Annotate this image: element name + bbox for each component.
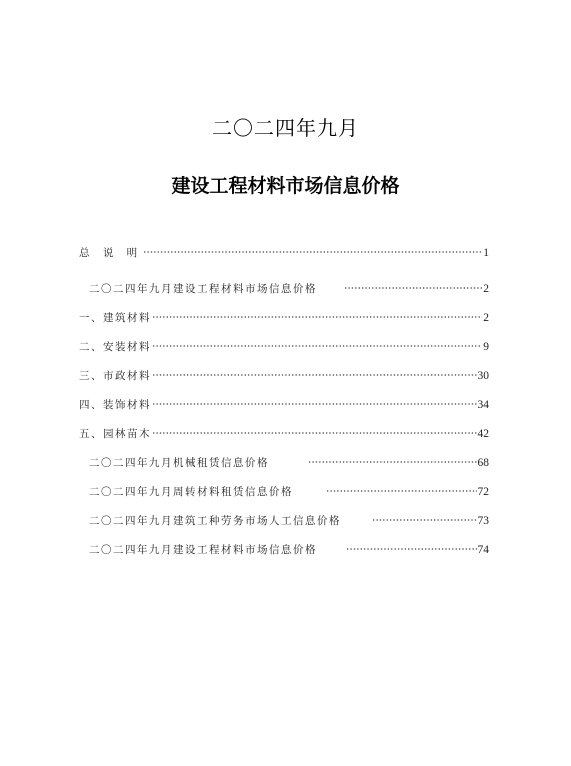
toc-entry-label: 四、装饰材料 [79, 399, 151, 411]
toc-entry-turnover-materials-rental[interactable] [89, 483, 489, 499]
toc-entry-page: 73 [477, 515, 489, 527]
toc-entry-label: 总 说 明 [79, 247, 143, 259]
toc-leader-dots [152, 394, 477, 406]
toc-entry-label: 二〇二四年九月建筑工种劳务市场人工信息价格 [89, 515, 341, 527]
toc-entry-page: 2 [483, 283, 489, 295]
document-title: 建设工程材料市场信息价格 [171, 175, 400, 197]
toc-entry-labor-market[interactable] [89, 512, 489, 528]
date-title: 二〇二四年九月 [212, 116, 359, 140]
toc-entry-page: 68 [477, 457, 489, 469]
toc-entry-garden-seedlings[interactable] [79, 425, 489, 441]
toc-leader-dots [152, 423, 477, 435]
toc-entry-building-materials[interactable] [79, 309, 489, 325]
toc-leader-dots [344, 278, 482, 290]
toc-leader-dots [152, 365, 477, 377]
toc-entry-installation-materials[interactable] [79, 338, 489, 354]
toc-entry-label: 三、市政材料 [79, 370, 151, 382]
toc-entry-page: 74 [477, 544, 489, 556]
toc-leader-dots [152, 336, 482, 348]
toc-entry-page: 30 [477, 370, 489, 382]
toc-entry-material-prices-2[interactable] [89, 541, 489, 557]
toc-leader-dots [346, 539, 477, 551]
toc-entry-machinery-rental[interactable] [89, 454, 489, 470]
toc-entry-label: 一、建筑材料 [79, 312, 151, 324]
toc-leader-dots [308, 452, 477, 464]
toc-entry-page: 1 [483, 247, 489, 259]
toc-leader-dots [326, 481, 477, 493]
toc-entry-label: 二、安装材料 [79, 341, 151, 353]
toc-entry-page: 42 [477, 428, 489, 440]
toc-entry-page: 2 [483, 312, 489, 324]
toc-leader-dots [152, 307, 482, 319]
toc-entry-label: 五、园林苗木 [79, 428, 151, 440]
toc-entry-material-prices[interactable] [89, 280, 489, 296]
toc-entry-general-notes[interactable] [79, 244, 489, 260]
toc-entry-municipal-materials[interactable] [79, 367, 489, 383]
toc-leader-dots [372, 510, 477, 522]
toc-entry-page: 72 [477, 486, 489, 498]
toc-entry-label: 二〇二四年九月周转材料租赁信息价格 [89, 486, 293, 498]
toc-entry-decoration-materials[interactable] [79, 396, 489, 412]
toc-entry-page: 9 [483, 341, 489, 353]
toc-entry-label: 二〇二四年九月建设工程材料市场信息价格 [89, 283, 317, 295]
toc-leader-dots [143, 242, 482, 254]
toc-entry-page: 34 [477, 399, 489, 411]
toc-entry-label: 二〇二四年九月机械租赁信息价格 [89, 457, 269, 469]
toc-entry-label: 二〇二四年九月建设工程材料市场信息价格 [89, 544, 317, 556]
